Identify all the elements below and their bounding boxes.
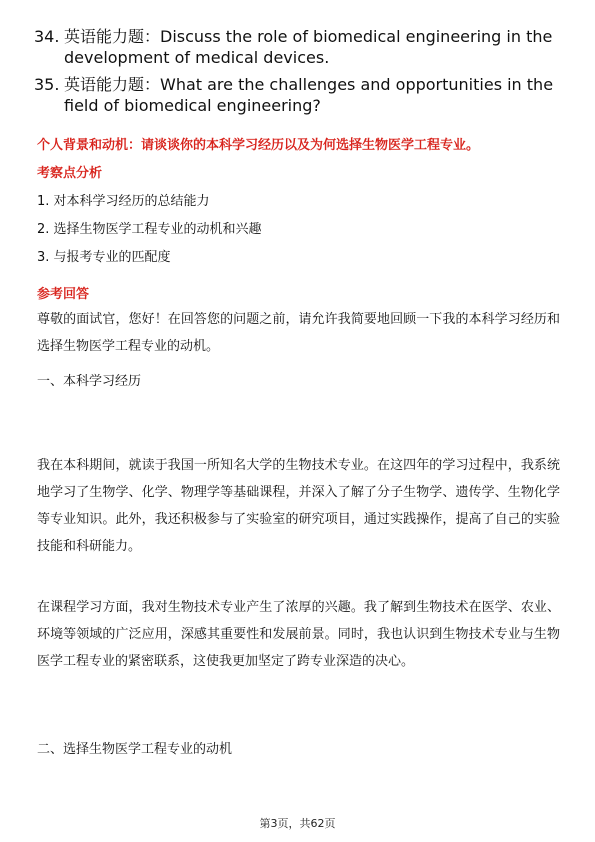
- page-footer: 第3页，共62页: [259, 817, 336, 830]
- answer-heading: 参考回答: [37, 287, 90, 302]
- question-item: [34, 26, 554, 68]
- question-text: 英语能力题：What are the challenges and opportunities in the field of biomedical engineering?: [64, 75, 554, 115]
- analysis-item: 3. 与报考专业的匹配度: [37, 250, 171, 265]
- section-title: 一、本科学习经历: [37, 374, 142, 389]
- topic-title: 个人背景和动机：请谈谈你的本科学习经历以及为何选择生物医学工程专业。: [37, 138, 480, 153]
- analysis-item: 2. 选择生物医学工程专业的动机和兴趣: [37, 222, 262, 237]
- analysis-heading: 考察点分析: [37, 166, 103, 181]
- answer-intro: 尊敬的面试官，您好！在回答您的问题之前，请允许我简要地回顾一下我的本科学习经历和选择生物医学工程专业的动机。: [37, 312, 560, 354]
- answer-paragraph: 在课程学习方面，我对生物技术专业产生了浓厚的兴趣。我了解到生物技术在医学、农业、环境等领域的广泛应用，深感其重要性和发展前景。同时，我也认识到生物技术专业与生物医学工程专业的紧密联系，这使我更加坚定了跨专业深造的决心。: [37, 600, 560, 669]
- question-item: [34, 74, 554, 116]
- question-number: 34.: [34, 27, 60, 46]
- question-list: [34, 26, 554, 122]
- section-title: 二、选择生物医学工程专业的动机: [37, 742, 233, 757]
- answer-paragraph: 我在本科期间，就读于我国一所知名大学的生物技术专业。在这四年的学习过程中，我系统地学习了生物学、化学、物理学等基础课程，并深入了解了分子生物学、遗传学、生物化学等专业知识。此外，我还积极参与了实验室的研究项目，通过实践操作，提高了自己的实验技能和科研能力。: [37, 458, 560, 554]
- question-text: 英语能力题：Discuss the role of biomedical engineering in the development of medical devices.: [64, 27, 553, 67]
- question-number: 35.: [34, 75, 60, 94]
- analysis-item: 1. 对本科学习经历的总结能力: [37, 194, 210, 209]
